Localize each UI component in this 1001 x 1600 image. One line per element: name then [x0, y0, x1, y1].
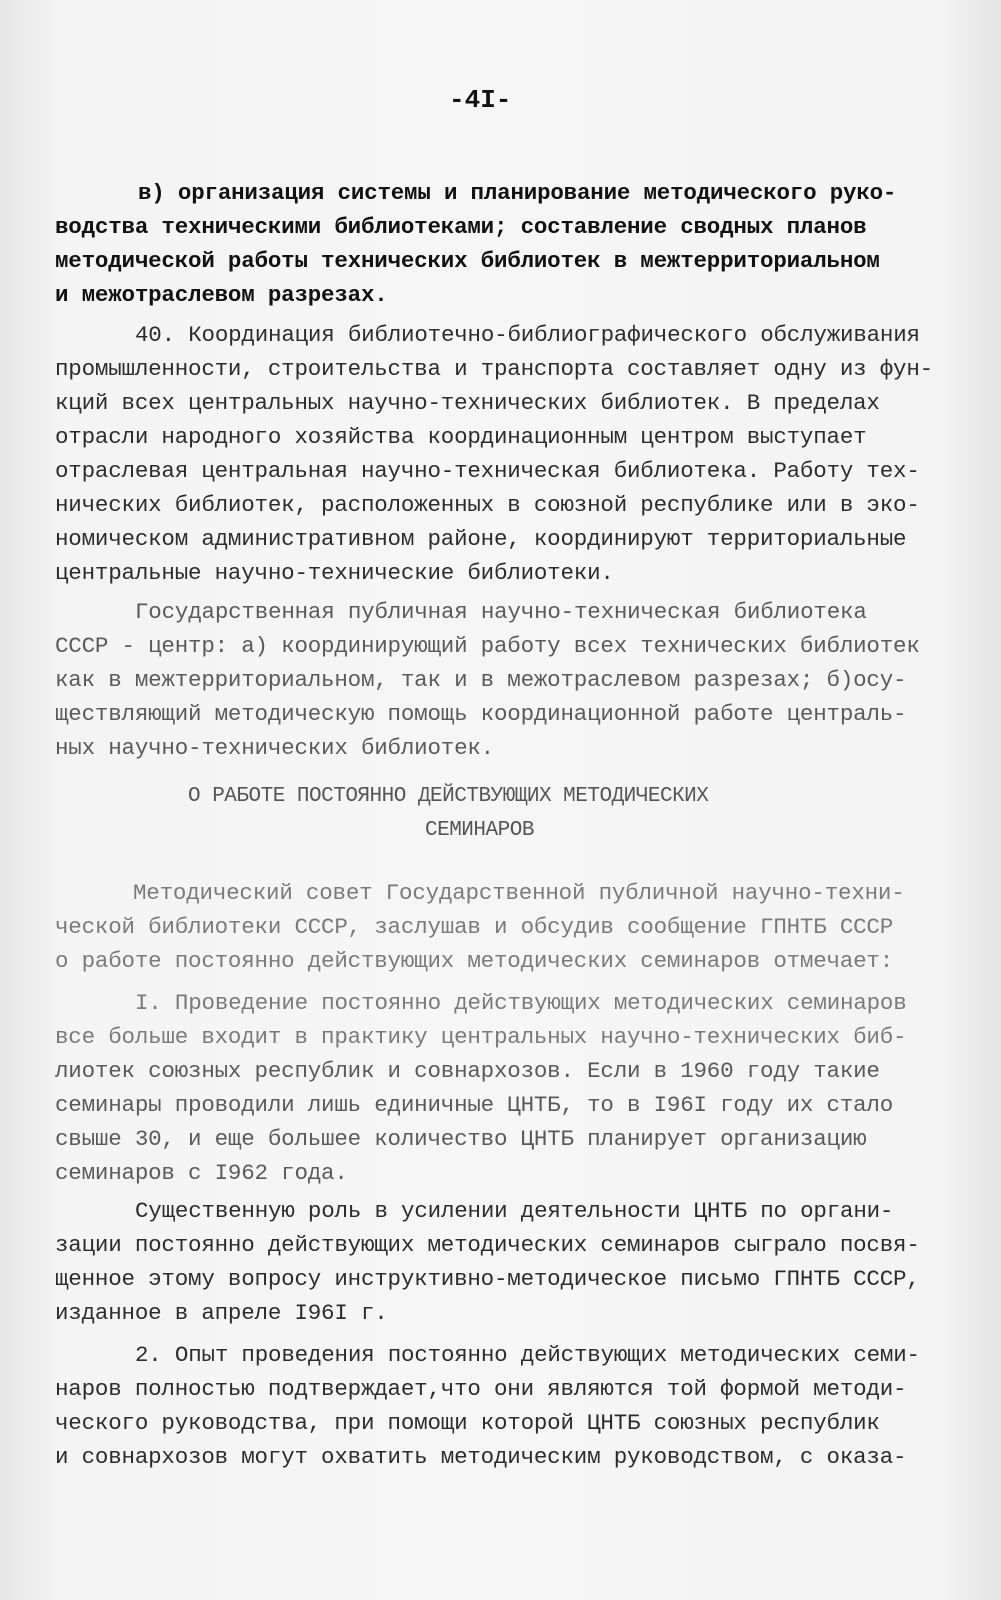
text-line: Существенную роль в усилении деятельности ЦНТБ по органи-	[135, 1198, 894, 1224]
text-line: ществляющий методическую помощь координационной работе централь-	[55, 701, 907, 727]
text-line: в) организация системы и планирование методического руко-	[138, 180, 897, 206]
text-line: лиотек союзных республик и совнархозов. Если в 1960 году такие	[55, 1058, 880, 1084]
text-line: отраслевая центральная научно-техническая библиотека. Работу тех-	[55, 458, 920, 484]
text-line: наров полностью подтверждает,что они являются той формой методи-	[55, 1376, 907, 1402]
text-line: водства техническими библиотеками; составление сводных планов	[55, 214, 867, 240]
text-line: и совнархозов могут охватить методическим руководством, с оказа-	[55, 1444, 907, 1470]
text-line: щенное этому вопросу инструктивно-методическое письмо ГПНТБ СССР,	[55, 1266, 920, 1292]
text-line: методической работы технических библиотек в межтерриториальном	[55, 248, 880, 274]
text-line: как в межтерриториальном, так и в межотраслевом разрезах; б)осу-	[55, 667, 907, 693]
page-number: -4I-	[449, 85, 512, 115]
text-line: семинаров с I962 года.	[55, 1160, 348, 1186]
text-line: все больше входит в практику центральных научно-технических биб-	[55, 1024, 907, 1050]
text-line: номическом административном районе, координируют территориальные	[55, 526, 907, 552]
text-line: отрасли народного хозяйства координационным центром выступает	[55, 424, 867, 450]
text-line: нических библиотек, расположенных в союзной республике или в эко-	[55, 492, 920, 518]
text-line: и межотраслевом разрезах.	[55, 282, 388, 308]
text-line: свыше 30, и еще большее количество ЦНТБ планирует организацию	[55, 1126, 867, 1152]
section-heading: СЕМИНАРОВ	[425, 819, 534, 842]
text-line: семинары проводили лишь единичные ЦНТБ, то в I96I году их стало	[55, 1092, 894, 1118]
text-line: промышленности, строительства и транспорта составляет одну из фун-	[55, 356, 933, 382]
text-line: зации постоянно действующих методических семинаров сыграло посвя-	[55, 1232, 920, 1258]
text-line: ных научно-технических библиотек.	[55, 735, 494, 761]
text-line: центральные научно-технические библиотеки.	[55, 560, 614, 586]
text-line: Методический совет Государственной публичной научно-техни-	[133, 880, 905, 906]
text-line: ческого руководства, при помощи которой ЦНТБ союзных республик	[55, 1410, 880, 1436]
section-heading: О РАБОТЕ ПОСТОЯННО ДЕЙСТВУЮЩИХ МЕТОДИЧЕСКИХ	[188, 785, 709, 808]
text-line: СССР - центр: а) координирующий работу всех технических библиотек	[55, 633, 920, 659]
text-line: кций всех центральных научно-технических библиотек. В пределах	[55, 390, 880, 416]
text-line: изданное в апреле I96I г.	[55, 1300, 388, 1326]
text-line: ческой библиотеки СССР, заслушав и обсудив сообщение ГПНТБ СССР	[55, 914, 894, 940]
text-line: I. Проведение постоянно действующих методических семинаров	[135, 990, 907, 1016]
text-line: Государственная публичная научно-техническая библиотека	[135, 599, 867, 625]
text-line: 2. Опыт проведения постоянно действующих методических семи-	[135, 1342, 920, 1368]
text-line: 40. Координация библиотечно-библиографического обслуживания	[135, 322, 920, 348]
text-line: о работе постоянно действующих методических семинаров отмечает:	[55, 948, 894, 974]
